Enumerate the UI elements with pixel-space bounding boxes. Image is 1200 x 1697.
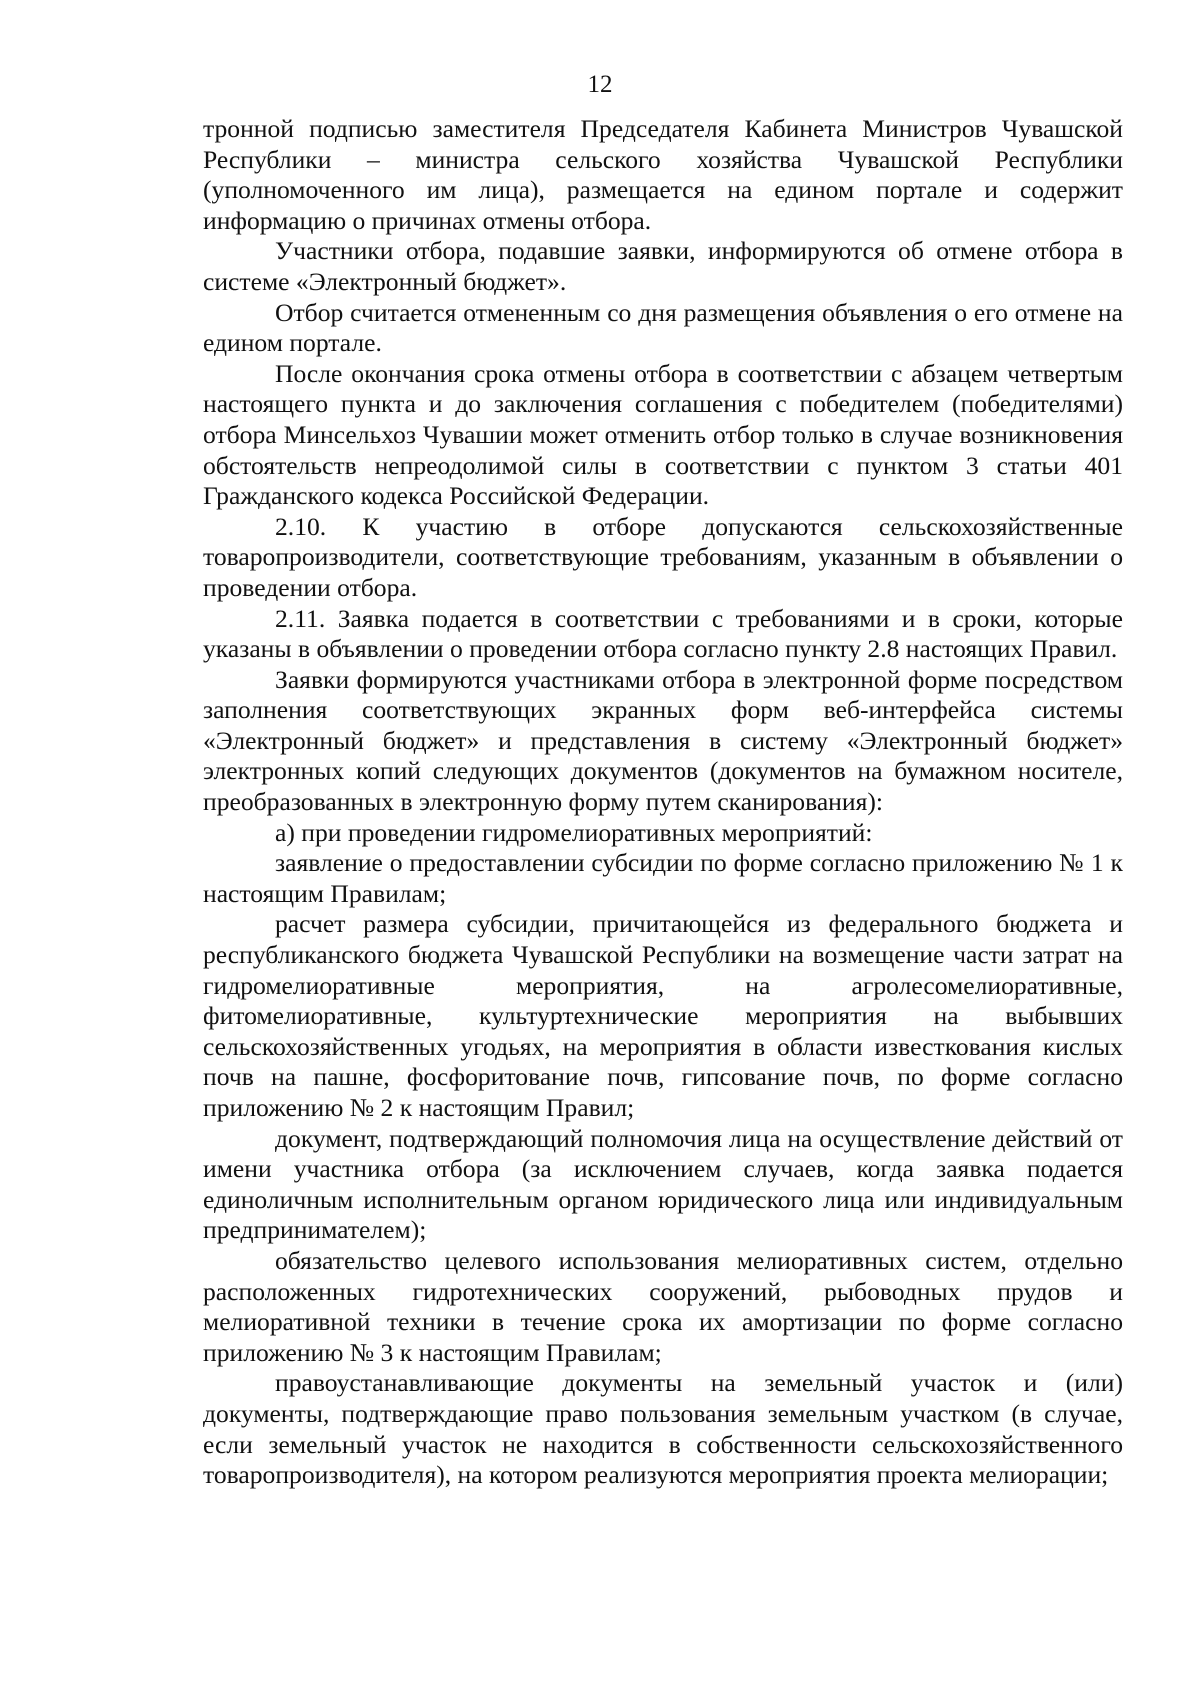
paragraph-item-a: а) при проведении гидромелиоративных мероприятий: [275,817,873,847]
paragraph-subsidy-calculation: расчет размера субсидии, причитающейся из федерального бюджета и республиканского бюджета Чувашской Республики на возмещение части затрат на гидромелиоративные мероприятия, на агролесомелиоративные, фитомелиоративные, культуртехнические мероприятия на выбывших сельскохозяйственных угодьях, на мероприятия в области известкования кислых почв на пашне, фосфоритование почв, гипсование почв, по форме согласно приложению № 2 к настоящим Правил; [203,909,1123,1122]
document-body [203,114,1123,1491]
paragraph-authority-document: документ, подтверждающий полномочия лица на осуществление действий от имени участника отбора (за исключением случаев, когда заявка подается единоличным исполнительным органом юридического лица или индивидуальным предпринимателем); [203,1123,1123,1245]
paragraph-subsidy-application: заявление о предоставлении субсидии по форме согласно приложению № 1 к настоящим Правилам; [203,848,1123,908]
paragraph-force-majeure: После окончания срока отмены отбора в соответствии с абзацем четвертым настоящего пункта и до заключения соглашения с победителем (победителями) отбора Минсельхоз Чувашии может отменить отбор только в случае возникновения обстоятельств непреодолимой силы в соответствии с пунктом 3 статьи 401 Гражданского кодекса Российской Федерации. [203,358,1123,511]
page-number: 12 [587,71,613,98]
paragraph-clause-2-10: 2.10. К участию в отборе допускаются сельскохозяйственные товаропроизводители, соответствующие требованиям, указанным в объявлении о проведении отбора. [203,511,1123,602]
paragraph-application-forming: Заявки формируются участниками отбора в электронной форме посредством заполнения соответствующих экранных форм веб-интерфейса системы «Электронный бюджет» и представления в систему «Электронный бюджет» электронных копий следующих документов (документов на бумажном носителе, преобразованных в электронную форму путем сканирования): [203,664,1123,817]
paragraph-continuation: тронной подписью заместителя Председателя Кабинета Министров Чувашской Республики – министра сельского хозяйства Чувашской Республики (уполномоченного им лица), размещается на едином портале и содержит информацию о причинах отмены отбора. [203,114,1123,235]
paragraph-cancellation-date: Отбор считается отмененным со дня размещения объявления о его отмене на едином портале. [203,297,1123,358]
paragraph-clause-2-11: 2.11. Заявка подается в соответствии с требованиями и в сроки, которые указаны в объявлении о проведении отбора согласно пункту 2.8 настоящих Правил. [203,603,1123,664]
paragraph-land-title-documents: правоустанавливающие документы на земельный участок и (или) документы, подтверждающие право пользования земельным участком (в случае, если земельный участок не находится в собственности сельскохозяйственного товаропроизводителя), на котором реализуются мероприятия проекта мелиорации; [203,1368,1123,1490]
paragraph-targeted-use-obligation: обязательство целевого использования мелиоративных систем, отдельно расположенных гидротехнических сооружений, рыбоводных прудов и мелиоративной техники в течение срока их амортизации по форме согласно приложению № 3 к настоящим Правилам; [203,1245,1123,1367]
paragraph-participants-notified: Участники отбора, подавшие заявки, информируются об отмене отбора в системе «Электронный бюджет». [203,236,1123,296]
